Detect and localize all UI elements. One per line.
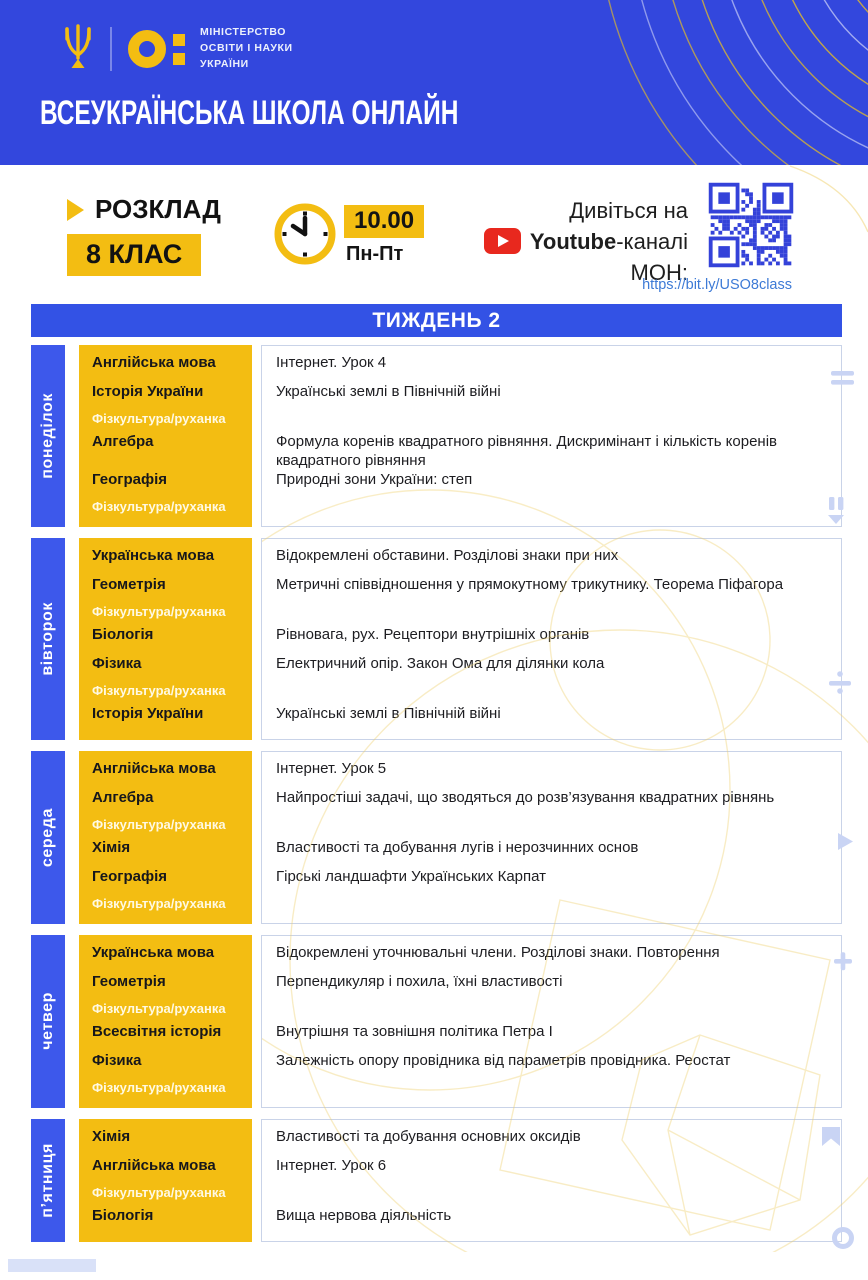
youtube-callout [420,196,688,288]
class-badge: 8 КЛАС [67,234,201,276]
subject-label: Геометрія [92,575,166,593]
lesson-topic: Рівновага, рух. Рецептори внутрішніх органів [276,625,590,643]
lesson-topic: Гірські ландшафти Українських Карпат [276,867,547,885]
lesson-topic [261,897,842,918]
arrow-icon [67,199,84,221]
lesson-topic [261,1002,842,1023]
subject-label: Англійська мова [92,1156,216,1174]
page-title: ВСЕУКРАЇНСЬКА ШКОЛА ОНЛАЙН [40,94,459,132]
subject-label: Історія України [92,704,204,722]
day-name: середа [39,807,56,867]
day-label [31,345,65,527]
lesson-topic: Вища нервова діяльність [276,1206,452,1224]
channel-link[interactable]: https://bit.ly/USO8class [642,277,792,293]
ministry-brand [60,22,293,76]
subject-label: Всесвітня історія [92,1022,222,1040]
lesson-topic: Формула коренів квадратного рівняння. Дискримінант і кількість коренів квадратного рівняння [276,433,778,469]
pe-label: Фізкультура/руханка [92,1000,226,1016]
clock-icon [272,201,338,267]
lesson-topic [261,605,842,626]
lesson-topic: Властивості та добування лугів і нерозчинних основ [276,838,639,856]
day-row [31,345,842,527]
day-label [31,1119,65,1242]
lesson-topic: Метричні співвідношення у прямокутному трикутнику. Теорема Піфагора [276,575,784,593]
week-banner: ТИЖДЕНЬ 2 [31,304,842,337]
subject-label: Історія України [92,383,204,400]
arc-lines-decoration [548,0,868,165]
watch-line-2: Youtube-каналі [420,227,688,258]
subject-label: Алгебра [92,788,154,806]
subject-label: Фізика [92,654,142,672]
pe-label: Фізкультура/руханка [92,816,226,832]
lesson-topic [261,818,842,839]
pe-label: Фізкультура/руханка [92,1184,226,1200]
day-name: понеділок [39,393,56,479]
pe-label: Фізкультура/руханка [92,682,226,698]
subject-label: Хімія [92,838,131,856]
schedule-table [31,345,842,1253]
lesson-topic: Природні зони України: степ [276,470,473,488]
lesson-topic: Інтернет. Урок 4 [276,354,387,371]
lesson-topic: Інтернет. Урок 5 [276,759,387,777]
lesson-topic: Найпростіші задачі, що зводяться до розв’язування квадратних рівнянь [276,788,775,806]
day-label [31,751,65,924]
ministry-name: МІНІСТЕРСТВО ОСВІТИ І НАУКИ УКРАЇНИ [200,26,293,70]
day-row [31,935,842,1108]
pe-label: Фізкультура/руханка [92,411,226,426]
subject-label: Географія [92,867,168,885]
watch-line-1: Дивіться на [569,198,688,223]
day-name: вівторок [39,601,56,676]
day-name: п’ятниця [39,1142,56,1218]
logo-divider [110,27,112,71]
time-info [344,205,424,266]
schedule-heading [67,194,221,276]
mon-logo-ring [128,30,166,68]
subject-label: Біологія [92,625,154,643]
subject-label: Геометрія [92,972,166,990]
subject-label: Англійська мова [92,759,216,777]
lesson-topic [261,1186,842,1207]
pe-label: Фізкультура/руханка [92,603,226,619]
bottom-strip-decoration [8,1259,96,1272]
pe-label: Фізкультура/руханка [92,895,226,911]
day-label [31,538,65,740]
header-banner [0,0,868,165]
watch-line-3: МОН: [630,259,688,285]
lesson-topic [261,684,842,705]
day-label [31,935,65,1108]
day-name: четвер [39,992,56,1051]
lesson-topic: Внутрішня та зовнішня політика Петра І [276,1022,553,1040]
days-range: Пн-Пт [346,243,404,265]
lesson-topic: Властивості та добування основних оксидів [276,1127,581,1145]
lesson-topic: Відокремлені уточнювальні члени. Розділові знаки. Повторення [276,943,720,961]
subject-label: Алгебра [92,433,154,450]
day-row [31,1119,842,1242]
lesson-topic: Відокремлені обставини. Розділові знаки при них [276,546,619,564]
schedule-label: РОЗКЛАД [95,194,221,224]
lesson-topic [261,1081,842,1102]
subject-label: Англійська мова [92,354,216,371]
pe-label: Фізкультура/руханка [92,1079,226,1095]
lesson-topic: Електричний опір. Закон Ома для ділянки кола [276,654,605,672]
subject-label: Хімія [92,1127,131,1145]
time-badge: 10.00 [344,205,424,238]
subject-label: Географія [92,470,168,488]
mon-logo [128,30,185,68]
lesson-topic: Залежність опору провідника від параметрів провідника. Реостат [276,1051,731,1069]
day-row [31,538,842,740]
pe-label: Фізкультура/руханка [92,498,226,514]
subject-label: Українська мова [92,546,215,564]
lesson-topic: Українські землі в Північній війні [276,704,501,722]
subject-label: Українська мова [92,943,215,961]
day-row [31,751,842,924]
lesson-topic [261,500,842,521]
lesson-topic: Інтернет. Урок 6 [276,1156,387,1174]
lesson-topic: Перпендикуляр і похила, їхні властивості [276,972,563,990]
youtube-icon [484,228,521,254]
lesson-topic [261,412,842,433]
mon-logo-colon [173,34,185,65]
qr-code [703,177,799,273]
subject-label: Фізика [92,1051,142,1069]
trident-icon [60,22,96,76]
lesson-topic: Українські землі в Північній війні [276,383,501,400]
subject-label: Біологія [92,1206,154,1224]
